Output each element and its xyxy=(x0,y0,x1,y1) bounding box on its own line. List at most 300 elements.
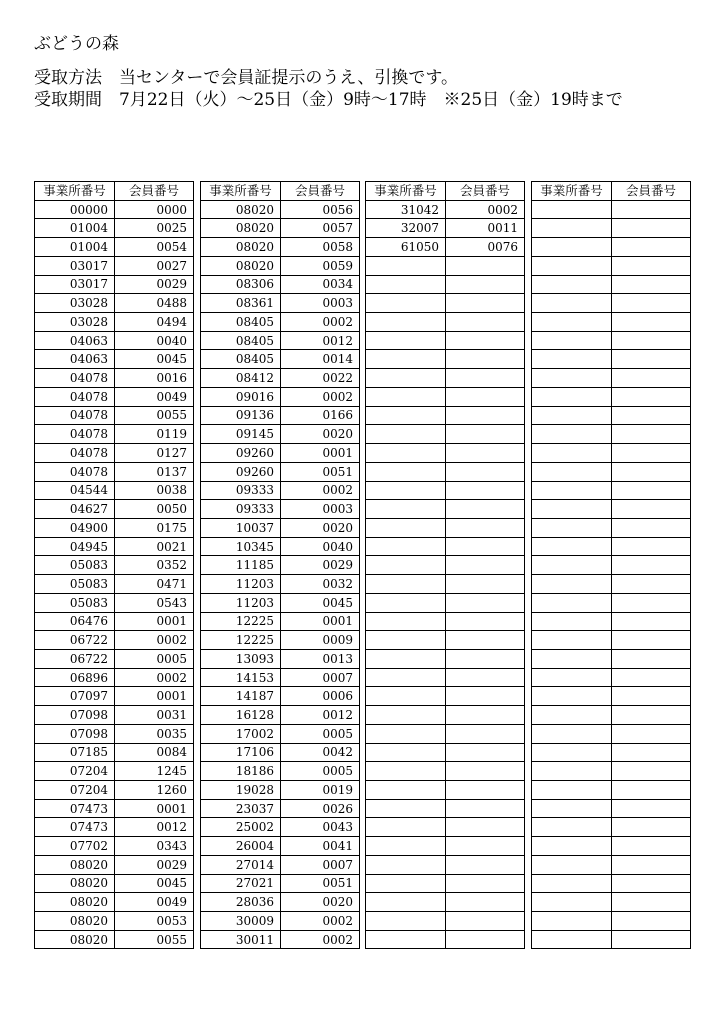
table-row xyxy=(366,219,525,238)
member-number-cell xyxy=(446,369,525,388)
table-header-row xyxy=(35,182,194,201)
office-number-cell: 30009 xyxy=(201,912,281,931)
member-number-cell: 0014 xyxy=(281,350,360,369)
office-number-cell xyxy=(532,406,612,425)
member-number-cell: 0045 xyxy=(115,350,194,369)
member-number-cell xyxy=(446,762,525,781)
member-number-cell xyxy=(612,462,691,481)
office-number-cell xyxy=(366,518,446,537)
office-number-header: 事業所番号 xyxy=(532,182,612,201)
empty-table-row xyxy=(366,444,525,463)
member-number-cell: 0049 xyxy=(115,387,194,406)
member-number-cell: 0343 xyxy=(115,837,194,856)
office-number-cell xyxy=(532,855,612,874)
member-table-1 xyxy=(34,181,194,949)
table-row xyxy=(35,855,194,874)
office-number-cell: 04078 xyxy=(35,406,115,425)
member-number-cell xyxy=(446,687,525,706)
office-number-cell xyxy=(532,575,612,594)
empty-table-row xyxy=(532,575,691,594)
table-row xyxy=(35,256,194,275)
table-row xyxy=(35,537,194,556)
empty-table-row xyxy=(532,331,691,350)
table-row xyxy=(35,425,194,444)
empty-table-row xyxy=(532,462,691,481)
table-row xyxy=(35,687,194,706)
office-number-cell: 08020 xyxy=(201,219,281,238)
office-number-cell xyxy=(532,743,612,762)
office-number-cell: 08361 xyxy=(201,294,281,313)
office-number-cell xyxy=(532,893,612,912)
member-number-cell: 0049 xyxy=(115,893,194,912)
office-number-cell: 09333 xyxy=(201,481,281,500)
table-row xyxy=(35,331,194,350)
table-row xyxy=(201,256,360,275)
office-number-cell: 03028 xyxy=(35,294,115,313)
office-number-cell xyxy=(366,893,446,912)
office-number-cell xyxy=(366,668,446,687)
member-number-cell xyxy=(446,575,525,594)
table-row xyxy=(366,200,525,219)
office-number-cell: 08405 xyxy=(201,331,281,350)
empty-table-row xyxy=(366,350,525,369)
office-number-cell xyxy=(366,649,446,668)
empty-table-row xyxy=(532,837,691,856)
member-number-cell: 0003 xyxy=(281,500,360,519)
member-number-cell: 0029 xyxy=(115,275,194,294)
office-number-cell xyxy=(366,556,446,575)
member-number-cell: 0494 xyxy=(115,313,194,332)
member-number-cell xyxy=(612,781,691,800)
member-number-cell xyxy=(612,837,691,856)
member-number-cell: 0001 xyxy=(115,799,194,818)
office-number-cell xyxy=(366,462,446,481)
member-number-cell xyxy=(446,406,525,425)
empty-table-row xyxy=(366,687,525,706)
table-row xyxy=(201,724,360,743)
member-number-cell: 0054 xyxy=(115,238,194,257)
table-row xyxy=(201,874,360,893)
member-number-cell xyxy=(446,874,525,893)
member-number-cell xyxy=(612,238,691,257)
office-number-cell: 06722 xyxy=(35,631,115,650)
member-number-cell: 0005 xyxy=(281,724,360,743)
member-number-cell xyxy=(612,612,691,631)
member-number-header: 会員番号 xyxy=(115,182,194,201)
office-number-cell: 04900 xyxy=(35,518,115,537)
table-row xyxy=(35,406,194,425)
member-number-cell: 0053 xyxy=(115,912,194,931)
table-row xyxy=(35,275,194,294)
table-row xyxy=(35,837,194,856)
empty-table-row xyxy=(366,593,525,612)
office-number-cell xyxy=(366,575,446,594)
member-number-cell xyxy=(612,724,691,743)
empty-table-row xyxy=(532,500,691,519)
office-number-cell: 28036 xyxy=(201,893,281,912)
office-number-cell xyxy=(366,762,446,781)
table-row xyxy=(35,762,194,781)
empty-table-row xyxy=(532,537,691,556)
member-number-cell: 0543 xyxy=(115,593,194,612)
office-number-cell xyxy=(366,593,446,612)
member-number-cell xyxy=(612,537,691,556)
member-number-cell xyxy=(612,575,691,594)
member-number-cell: 0002 xyxy=(446,200,525,219)
table-row xyxy=(201,556,360,575)
office-number-cell: 08020 xyxy=(35,855,115,874)
table-row xyxy=(35,238,194,257)
member-number-cell: 0045 xyxy=(281,593,360,612)
empty-table-row xyxy=(532,238,691,257)
member-number-cell: 0166 xyxy=(281,406,360,425)
table-row xyxy=(201,593,360,612)
member-number-cell xyxy=(612,668,691,687)
member-number-cell xyxy=(446,612,525,631)
member-number-cell: 0352 xyxy=(115,556,194,575)
member-number-header: 会員番号 xyxy=(612,182,691,201)
member-number-cell: 0057 xyxy=(281,219,360,238)
table-row xyxy=(201,313,360,332)
table-row xyxy=(201,500,360,519)
member-number-cell: 0032 xyxy=(281,575,360,594)
member-number-cell xyxy=(446,743,525,762)
member-number-cell xyxy=(446,537,525,556)
table-header-row xyxy=(366,182,525,201)
office-number-cell xyxy=(366,256,446,275)
member-number-cell xyxy=(446,724,525,743)
table-row xyxy=(35,350,194,369)
empty-table-row xyxy=(532,518,691,537)
office-number-cell xyxy=(366,369,446,388)
member-number-cell xyxy=(612,743,691,762)
member-number-cell xyxy=(612,593,691,612)
member-number-cell xyxy=(612,818,691,837)
office-number-cell: 08020 xyxy=(35,930,115,949)
office-number-cell xyxy=(532,387,612,406)
member-number-cell: 0002 xyxy=(115,631,194,650)
member-number-cell xyxy=(446,275,525,294)
office-number-cell xyxy=(532,837,612,856)
member-number-cell: 0005 xyxy=(281,762,360,781)
member-number-cell xyxy=(446,556,525,575)
office-number-cell: 04544 xyxy=(35,481,115,500)
office-number-cell: 08405 xyxy=(201,350,281,369)
office-number-cell: 09136 xyxy=(201,406,281,425)
table-row xyxy=(35,369,194,388)
table-row xyxy=(201,350,360,369)
table-row xyxy=(201,462,360,481)
member-number-cell xyxy=(612,930,691,949)
member-number-cell: 1260 xyxy=(115,781,194,800)
empty-table-row xyxy=(366,799,525,818)
office-number-cell: 10037 xyxy=(201,518,281,537)
table-row xyxy=(201,575,360,594)
member-number-cell xyxy=(446,893,525,912)
office-number-cell: 06896 xyxy=(35,668,115,687)
office-number-cell xyxy=(366,612,446,631)
member-number-cell: 0029 xyxy=(115,855,194,874)
office-number-cell: 05083 xyxy=(35,556,115,575)
office-number-cell xyxy=(532,687,612,706)
table-row xyxy=(201,612,360,631)
member-number-cell: 0059 xyxy=(281,256,360,275)
empty-table-row xyxy=(532,687,691,706)
empty-table-row xyxy=(366,781,525,800)
member-number-cell: 0020 xyxy=(281,425,360,444)
office-number-cell xyxy=(366,406,446,425)
office-number-cell: 13093 xyxy=(201,649,281,668)
member-number-cell xyxy=(446,799,525,818)
table-row xyxy=(201,706,360,725)
empty-table-row xyxy=(366,275,525,294)
empty-table-row xyxy=(532,219,691,238)
empty-table-row xyxy=(366,256,525,275)
member-number-cell xyxy=(446,837,525,856)
table-row xyxy=(35,387,194,406)
table-row xyxy=(35,200,194,219)
table-row xyxy=(201,219,360,238)
member-number-cell xyxy=(446,256,525,275)
empty-table-row xyxy=(366,481,525,500)
table-row xyxy=(201,238,360,257)
office-number-cell xyxy=(366,481,446,500)
office-number-cell xyxy=(532,256,612,275)
table-row xyxy=(201,387,360,406)
empty-table-row xyxy=(366,313,525,332)
member-number-cell xyxy=(446,855,525,874)
empty-table-row xyxy=(532,818,691,837)
empty-table-row xyxy=(366,649,525,668)
empty-table-row xyxy=(532,406,691,425)
office-number-cell: 14153 xyxy=(201,668,281,687)
office-number-cell: 07098 xyxy=(35,706,115,725)
empty-table-row xyxy=(366,425,525,444)
office-number-cell: 08020 xyxy=(35,912,115,931)
member-number-cell xyxy=(612,256,691,275)
office-number-cell xyxy=(532,350,612,369)
empty-table-row xyxy=(366,762,525,781)
member-number-cell: 0001 xyxy=(115,687,194,706)
office-number-cell xyxy=(532,275,612,294)
office-number-cell xyxy=(366,331,446,350)
member-number-cell: 0002 xyxy=(281,912,360,931)
office-number-cell: 08020 xyxy=(201,200,281,219)
office-number-cell xyxy=(366,500,446,519)
member-number-cell: 0050 xyxy=(115,500,194,519)
office-number-cell: 11203 xyxy=(201,575,281,594)
table-row xyxy=(35,668,194,687)
table-header-row xyxy=(201,182,360,201)
member-number-cell: 0056 xyxy=(281,200,360,219)
member-number-cell xyxy=(446,649,525,668)
table-row xyxy=(201,294,360,313)
member-number-cell: 0012 xyxy=(281,706,360,725)
office-number-cell xyxy=(366,874,446,893)
office-number-cell: 09333 xyxy=(201,500,281,519)
office-number-cell: 12225 xyxy=(201,612,281,631)
office-number-cell xyxy=(532,238,612,257)
member-number-cell: 0034 xyxy=(281,275,360,294)
office-number-cell: 08306 xyxy=(201,275,281,294)
empty-table-row xyxy=(366,331,525,350)
empty-table-row xyxy=(366,893,525,912)
office-number-cell xyxy=(366,706,446,725)
table-row xyxy=(35,593,194,612)
empty-table-row xyxy=(366,406,525,425)
member-number-cell xyxy=(612,912,691,931)
member-number-cell xyxy=(446,294,525,313)
office-number-cell xyxy=(366,930,446,949)
member-number-cell: 0000 xyxy=(115,200,194,219)
table-row xyxy=(201,912,360,931)
office-number-cell xyxy=(366,743,446,762)
office-number-cell: 19028 xyxy=(201,781,281,800)
office-number-cell: 01004 xyxy=(35,219,115,238)
table-row xyxy=(201,425,360,444)
table-row xyxy=(35,893,194,912)
member-number-cell: 0137 xyxy=(115,462,194,481)
empty-table-row xyxy=(366,537,525,556)
empty-table-row xyxy=(366,912,525,931)
member-number-cell: 0471 xyxy=(115,575,194,594)
member-number-cell: 0045 xyxy=(115,874,194,893)
office-number-cell xyxy=(532,462,612,481)
empty-table-row xyxy=(532,444,691,463)
office-number-cell xyxy=(366,313,446,332)
member-number-cell: 0012 xyxy=(115,818,194,837)
office-number-cell xyxy=(532,219,612,238)
member-number-cell xyxy=(612,762,691,781)
pickup-method-text: 受取方法 当センターで会員証提示のうえ、引換です。 xyxy=(34,68,458,88)
empty-table-row xyxy=(532,425,691,444)
empty-table-row xyxy=(366,556,525,575)
empty-table-row xyxy=(532,275,691,294)
office-number-cell xyxy=(366,912,446,931)
empty-table-row xyxy=(532,912,691,931)
table-row xyxy=(35,912,194,931)
table-row xyxy=(366,238,525,257)
member-number-cell: 0021 xyxy=(115,537,194,556)
empty-table-row xyxy=(532,556,691,575)
office-number-cell xyxy=(532,369,612,388)
empty-table-row xyxy=(532,612,691,631)
office-number-cell: 26004 xyxy=(201,837,281,856)
office-number-cell: 05083 xyxy=(35,593,115,612)
table-row xyxy=(201,200,360,219)
office-number-cell: 03028 xyxy=(35,313,115,332)
empty-table-row xyxy=(532,930,691,949)
office-number-cell xyxy=(532,331,612,350)
office-number-cell: 04945 xyxy=(35,537,115,556)
member-number-cell xyxy=(612,649,691,668)
office-number-cell: 04078 xyxy=(35,387,115,406)
office-number-cell: 08020 xyxy=(35,893,115,912)
office-number-cell: 08405 xyxy=(201,313,281,332)
member-number-cell: 0001 xyxy=(281,612,360,631)
table-row xyxy=(35,818,194,837)
member-number-cell xyxy=(612,331,691,350)
table-row xyxy=(201,444,360,463)
empty-table-row xyxy=(366,855,525,874)
member-number-cell: 0029 xyxy=(281,556,360,575)
member-number-cell xyxy=(612,687,691,706)
member-number-cell: 0041 xyxy=(281,837,360,856)
table-row xyxy=(201,818,360,837)
office-number-cell xyxy=(366,818,446,837)
empty-table-row xyxy=(532,350,691,369)
member-number-cell: 0076 xyxy=(446,238,525,257)
member-number-cell xyxy=(612,706,691,725)
table-row xyxy=(201,331,360,350)
empty-table-row xyxy=(532,668,691,687)
member-number-cell: 0002 xyxy=(281,930,360,949)
member-number-cell xyxy=(446,912,525,931)
empty-table-row xyxy=(366,706,525,725)
office-number-cell xyxy=(532,444,612,463)
empty-table-row xyxy=(366,612,525,631)
office-number-cell: 04627 xyxy=(35,500,115,519)
office-number-cell: 07473 xyxy=(35,799,115,818)
table-row xyxy=(35,781,194,800)
empty-table-row xyxy=(532,649,691,668)
office-number-cell xyxy=(532,912,612,931)
member-number-cell: 0038 xyxy=(115,481,194,500)
member-number-cell: 0002 xyxy=(115,668,194,687)
office-number-cell xyxy=(532,668,612,687)
table-row xyxy=(201,537,360,556)
office-number-cell xyxy=(532,500,612,519)
empty-table-row xyxy=(532,200,691,219)
empty-table-row xyxy=(532,593,691,612)
table-row xyxy=(201,668,360,687)
office-number-cell: 04078 xyxy=(35,369,115,388)
office-number-cell: 31042 xyxy=(366,200,446,219)
member-number-cell xyxy=(612,406,691,425)
page-title: ぶどうの森 xyxy=(34,34,119,54)
member-number-cell xyxy=(446,425,525,444)
member-number-cell xyxy=(612,444,691,463)
empty-table-row xyxy=(366,500,525,519)
member-number-header: 会員番号 xyxy=(446,182,525,201)
member-number-cell xyxy=(446,930,525,949)
member-number-cell xyxy=(446,818,525,837)
member-number-cell xyxy=(612,369,691,388)
empty-table-row xyxy=(366,631,525,650)
member-number-cell: 0026 xyxy=(281,799,360,818)
member-number-cell: 0020 xyxy=(281,893,360,912)
empty-table-row xyxy=(366,837,525,856)
member-number-cell: 0002 xyxy=(281,313,360,332)
member-number-cell xyxy=(612,631,691,650)
office-number-cell: 06476 xyxy=(35,612,115,631)
empty-table-row xyxy=(532,256,691,275)
member-number-cell: 0025 xyxy=(115,219,194,238)
office-number-cell: 04078 xyxy=(35,425,115,444)
table-row xyxy=(35,575,194,594)
office-number-cell: 07098 xyxy=(35,724,115,743)
empty-table-row xyxy=(366,874,525,893)
member-number-cell: 0016 xyxy=(115,369,194,388)
member-number-cell: 0011 xyxy=(446,219,525,238)
office-number-cell xyxy=(532,537,612,556)
table-row xyxy=(201,930,360,949)
office-number-cell: 07185 xyxy=(35,743,115,762)
office-number-cell xyxy=(366,631,446,650)
member-number-cell: 0007 xyxy=(281,668,360,687)
member-number-cell xyxy=(446,518,525,537)
member-table-3 xyxy=(365,181,525,949)
